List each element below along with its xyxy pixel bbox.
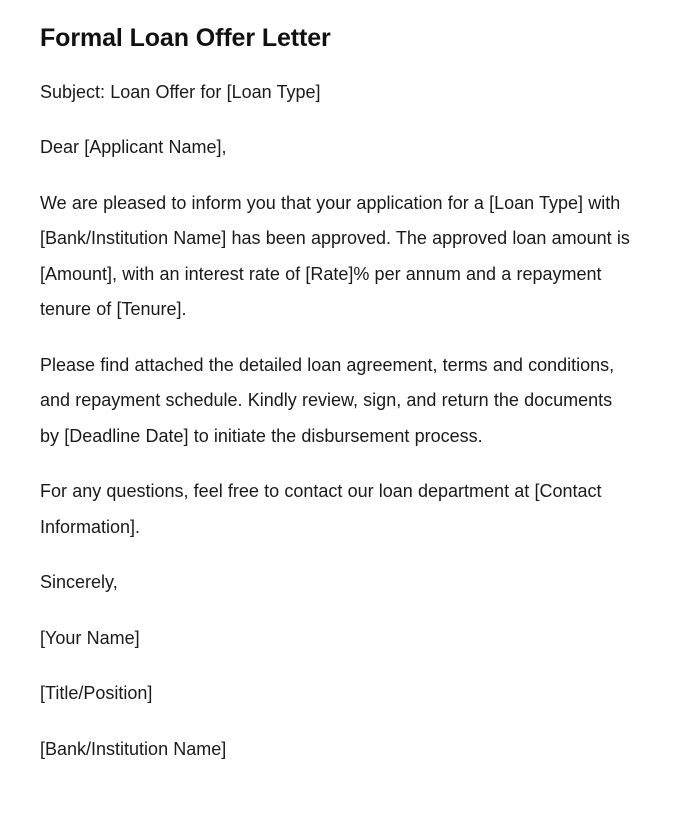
signature-name: [Your Name] <box>40 627 140 648</box>
subject-line: Subject: Loan Offer for [Loan Type] <box>40 81 321 102</box>
salutation: Dear [Applicant Name], <box>40 137 227 157</box>
signature-institution: [Bank/Institution Name] <box>40 738 227 759</box>
closing-salutation: Sincerely, <box>40 572 118 592</box>
page-title: Formal Loan Offer Letter <box>40 24 331 52</box>
signature-title: [Title/Position] <box>40 683 153 703</box>
body-paragraph-contact: For any questions, feel free to contact our loan department at [Contact Information]. <box>40 481 602 537</box>
body-paragraph-approval: We are pleased to inform you that your application for a [Loan Type] with [Bank/Institution Name] has been approved. The approved loan amount is [Amount], with an interest rate of [Rate]% per annum and a repayment tenure of [Tenure]. <box>40 192 630 319</box>
body-paragraph-attachments: Please find attached the detailed loan agreement, terms and conditions, and repayment schedule. Kindly review, sign, and return the documents by [Deadline Date] to initiate the disbursement process. <box>40 354 615 446</box>
